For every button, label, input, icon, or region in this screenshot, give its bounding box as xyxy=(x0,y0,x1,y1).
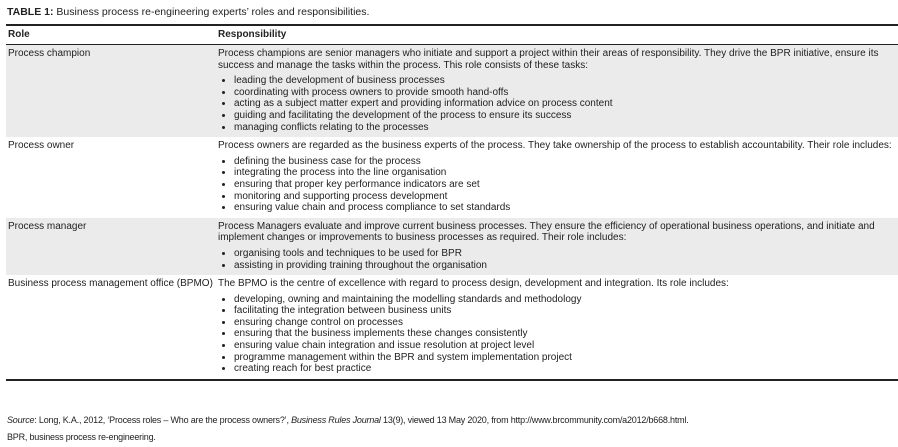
responsibility-list xyxy=(218,156,896,214)
responsibility-cell xyxy=(216,275,898,380)
responsibility-intro: Process Managers evaluate and improve current business processes. They ensure the efficiency of operational business operations, and initiate and implement changes or improvements to business processes as required. Their role includes: xyxy=(218,220,875,244)
responsibility-item: • organising tools and techniques to be used for BPR xyxy=(234,248,896,260)
responsibility-item: • creating reach for best practice xyxy=(234,363,896,375)
responsibility-item: • programme management within the BPR and system implementation project xyxy=(234,352,896,364)
source-note: Source: Long, K.A., 2012, ‘Process roles – Who are the process owners?’, Business Rules Journal 13(9), viewed 13 May 2020, from http://www.brcommunity.com/a2012/b668.html. xyxy=(7,415,689,425)
header-role: Role xyxy=(6,25,216,45)
responsibility-list xyxy=(218,248,896,271)
responsibility-item: • monitoring and supporting process development xyxy=(234,191,896,203)
responsibility-item: • leading the development of business processes xyxy=(234,75,896,87)
responsibility-item: • integrating the process into the line organisation xyxy=(234,167,896,179)
table-row xyxy=(6,218,898,275)
roles-table xyxy=(6,24,898,381)
responsibility-item: • guiding and facilitating the development of the process to ensure its success xyxy=(234,110,896,122)
responsibility-item: • managing conflicts relating to the processes xyxy=(234,122,896,134)
responsibility-cell xyxy=(216,45,898,138)
responsibility-list xyxy=(218,294,896,375)
responsibility-intro: Process owners are regarded as the business experts of the process. They take ownership of the process to establish accountability. Their role includes: xyxy=(218,140,892,152)
table-row xyxy=(6,45,898,138)
responsibility-intro: Process champions are senior managers who initiate and support a project within their areas of responsibility. They drive the BPR initiative, ensure its success and manage the tasks within the process. This role consists of these tasks: xyxy=(218,48,879,71)
responsibility-item: • ensuring value chain integration and issue resolution at project level xyxy=(234,340,896,352)
role-cell: Process champion xyxy=(6,45,216,138)
role-cell: Process manager xyxy=(6,218,216,275)
responsibility-item: • ensuring that the business implements these changes consistently xyxy=(234,328,896,340)
role-cell: Business process management office (BPMO) xyxy=(8,278,213,290)
responsibility-intro: The BPMO is the centre of excellence with regard to process design, development and integration. Its role includes: xyxy=(218,278,729,290)
responsibility-cell xyxy=(216,218,898,275)
responsibility-list xyxy=(218,75,896,133)
responsibility-cell xyxy=(216,137,898,218)
responsibility-item: • assisting in providing training throughout the organisation xyxy=(234,260,896,272)
abbreviation-note: BPR, business process re-engineering. xyxy=(7,432,156,442)
role-cell: Process owner xyxy=(8,140,75,152)
table-row xyxy=(6,275,898,380)
table-row xyxy=(6,137,898,218)
responsibility-item: • ensuring that proper key performance indicators are set xyxy=(234,179,896,191)
responsibility-item: • acting as a subject matter expert and providing information advice on process content xyxy=(234,98,896,110)
responsibility-item: • defining the business case for the process xyxy=(234,156,896,168)
header-responsibility: Responsibility xyxy=(216,25,898,45)
responsibility-item: • facilitating the integration between business units xyxy=(234,305,896,317)
responsibility-item: • ensuring value chain and process compliance to set standards xyxy=(234,202,896,214)
responsibility-item: • coordinating with process owners to provide smooth hand-offs xyxy=(234,87,896,99)
table-caption: TABLE 1: Business process re-engineering experts’ roles and responsibilities. xyxy=(7,6,370,18)
responsibility-item: • ensuring change control on processes xyxy=(234,317,896,329)
responsibility-item: • developing, owning and maintaining the modelling standards and methodology xyxy=(234,294,896,306)
